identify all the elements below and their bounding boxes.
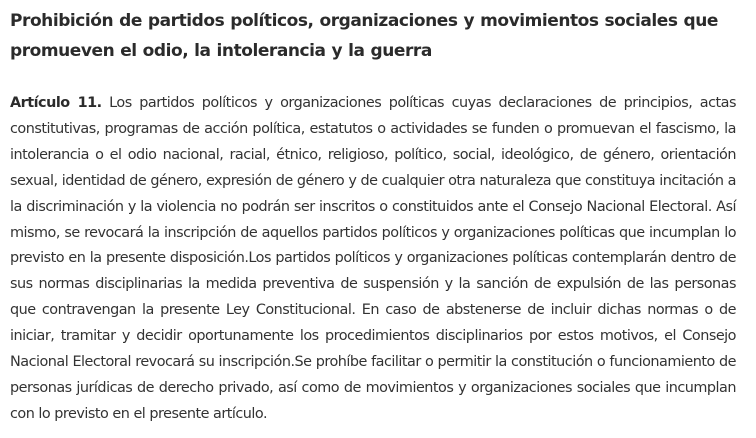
section-heading: Prohibición de partidos políticos, organizaciones y movimientos sociales que promueven el odio, la intolerancia y la guerra bbox=[10, 11, 718, 61]
article-label: Artículo 11. bbox=[10, 95, 102, 111]
document-body bbox=[10, 6, 736, 428]
article-paragraph bbox=[10, 91, 736, 428]
article-text: Los partidos políticos y organizaciones políticas cuyas declaraciones de principios, actas constitutivas, programas de acción política, estatutos o actividades se funden o promuevan el fascismo, la intolerancia o el odio nacional, racial, étnico, religioso, político, social, ideológico, de género, orientación sexual, identidad de género, expresión de género y de cualquier otra naturaleza que constituya incitación a la discriminación y la violencia no podrán ser inscritos o constituidos ante el Consejo Nacional Electoral. Así mismo, se revocará la inscripción de aquellos partidos políticos y organizaciones políticas que incumplan lo previsto en la presente disposición.Los partidos políticos y organizaciones políticas contemplarán dentro de sus normas disciplinarias la medida preventiva de suspensión y la sanción de expulsión de las personas que contravengan la presente Ley Constitucional. En caso de abstenerse de incluir dichas normas o de iniciar, tramitar y decidir oportunamente los procedimientos disciplinarios por estos motivos, el Consejo Nacional Electoral revocará su inscripción.Se prohíbe facilitar o permitir la constitución o funcionamiento de personas jurídicas de derecho privado, así como de movimientos y organizaciones sociales que incumplan con lo previsto en el presente artículo. bbox=[10, 95, 736, 422]
